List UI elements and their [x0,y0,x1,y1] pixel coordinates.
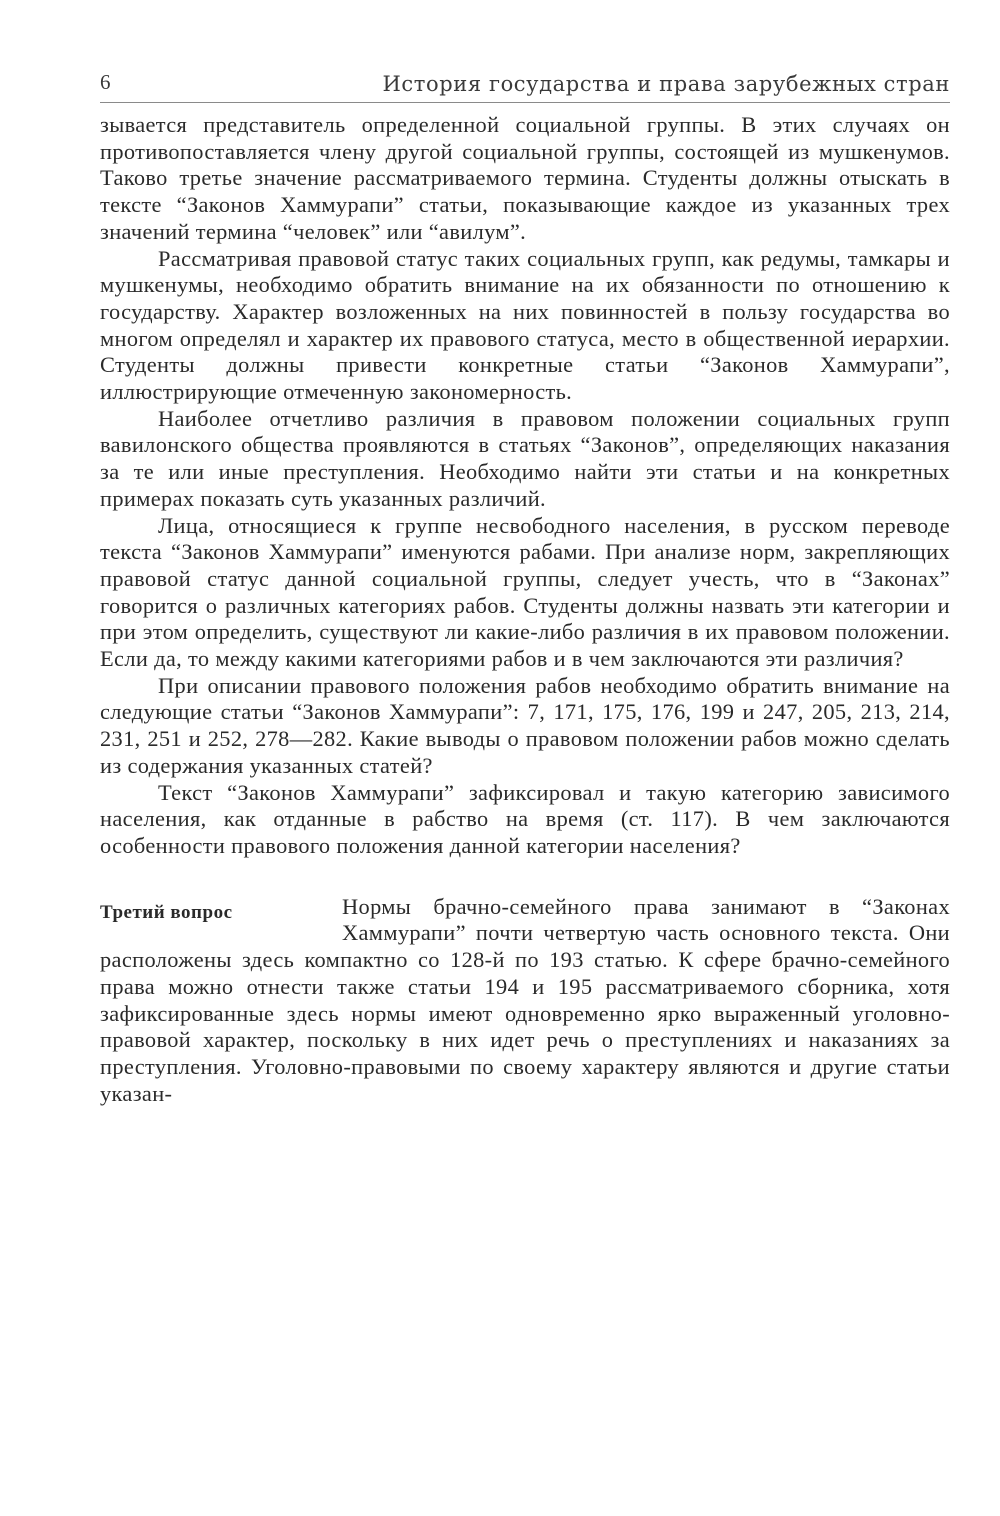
paragraph: Рассматривая правовой статус таких социальных групп, как редумы, тамкары и мушкенумы, необходимо обратить внимание на их обязанности по отношению к государству. Характер возложенных на них повинностей в пользу государства во многом определял и характер их правового статуса, место в общественной иерархии. Студенты должны привести конкретные статьи “Законов Хаммурапи”, иллюстрирующие отмеченную закономерность. [100,245,950,405]
page [100,64,950,1107]
section-heading: Третий вопрос [100,901,233,923]
section-paragraph: Нормы брачно-семейного права занимают в “Законах Хаммурапи” почти четвертую часть основного текста. Они расположены здесь компактно со 128-й по 193 статью. К сфере брачно-семейного права можно отнести также статьи 194 и 195 рассматриваемого сборника, хотя зафиксированные здесь нормы имеют одновременно ярко выраженный уголовно-правовой характер, поскольку в них идет речь о преступлениях и наказаниях за преступления. Уголовно-правовыми по своему характеру являются и другие статьи указан- [100,893,950,1106]
paragraph-continued: зывается представитель определенной социальной группы. В этих случаях он противопоставляется члену другой социальной группы, состоящей из мушкенумов. Таково третье значение рассматриваемого термина. Студенты должны отыскать в тексте “Законов Хаммурапи” статьи, показывающие каждое из указанных трех значений термина “человек” или “авилум”. [100,112,950,244]
paragraph: Лица, относящиеся к группе несвободного населения, в русском переводе текста “Законов Хаммурапи” именуются рабами. При анализе норм, закрепляющих правовой статус данной социальной группы, следует учесть, что в “Законах” говорится о различных категориях рабов. Студенты должны назвать эти категории и при этом определить, существуют ли какие-либо различия в их правовом положении. Если да, то между какими категориями рабов и в чем заключаются эти различия? [100,512,950,672]
paragraph: При описании правового положения рабов необходимо обратить внимание на следующие статьи “Законов Хаммурапи”: 7, 171, 175, 176, 199 и 247, 205, 213, 214, 231, 251 и 252, 278—282. Какие выводы о правовом положении рабов можно сделать из содержания указанных статей? [100,672,950,778]
page-number: 6 [100,70,111,94]
paragraph: Текст “Законов Хаммурапи” зафиксировал и такую категорию зависимого населения, как отданные в рабство на время (ст. 117). В чем заключаются особенности правового положения данной категории населения? [100,779,950,858]
section-third-question [100,894,950,1108]
running-head [100,64,950,98]
paragraph: Наиболее отчетливо различия в правовом положении социальных групп вавилонского общества проявляются в статьях “Законов”, определяющих наказания за те или иные преступления. Необходимо найти эти статьи и на конкретных примерах показать суть указанных различий. [100,405,950,511]
body-text [100,112,950,1107]
header-divider [100,102,950,103]
book-title: История государства и права зарубежных стран [382,72,950,96]
